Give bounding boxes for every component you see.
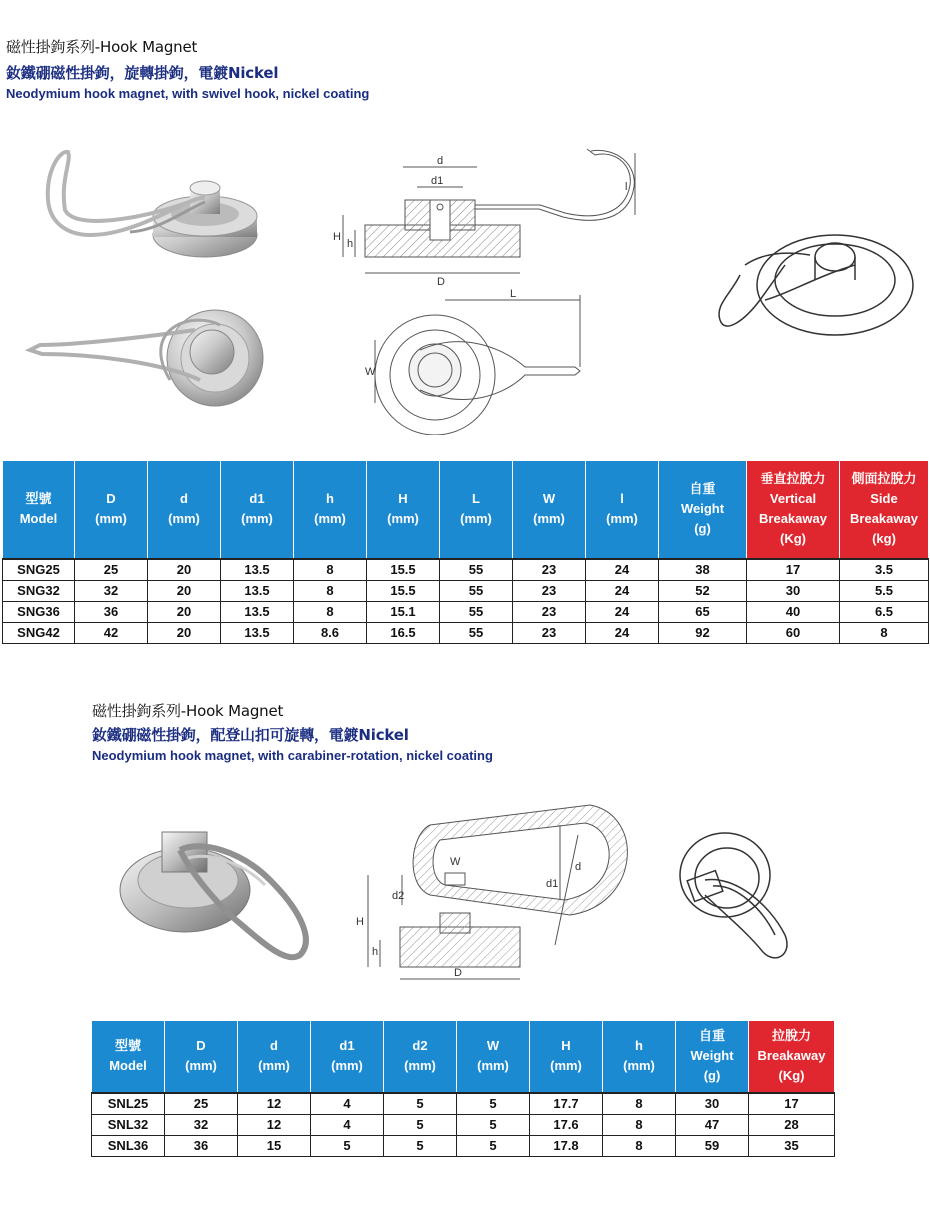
cell: 60 — [747, 622, 840, 643]
cell: 8 — [603, 1093, 676, 1115]
cell: 12 — [238, 1114, 311, 1135]
cell: SNG36 — [3, 601, 75, 622]
cell: 5 — [457, 1114, 530, 1135]
cell: 55 — [440, 622, 513, 643]
cell: 17 — [749, 1093, 835, 1115]
header2-D: D (mm) — [165, 1021, 238, 1093]
cell: SNL36 — [92, 1135, 165, 1156]
cell: 17 — [747, 559, 840, 581]
carabiner-hook-sketch — [675, 820, 805, 970]
dim-label-W: W — [365, 366, 376, 378]
header2-breakaway: 拉脫力 Breakaway (Kg) — [749, 1021, 835, 1093]
cell: 13.5 — [221, 559, 294, 581]
table-row — [3, 580, 929, 601]
header2-d: d (mm) — [238, 1021, 311, 1093]
cell: SNG25 — [3, 559, 75, 581]
dim-label-D: D — [437, 276, 445, 288]
dim-label-h: h — [347, 238, 354, 250]
swivel-hook-photo — [20, 140, 290, 420]
cell: 20 — [148, 580, 221, 601]
cell: 40 — [747, 601, 840, 622]
dim2-label-d: d — [575, 861, 582, 873]
cell: 13.5 — [221, 622, 294, 643]
cell: 15.5 — [367, 580, 440, 601]
header2-d1: d1 (mm) — [311, 1021, 384, 1093]
cell: 32 — [165, 1114, 238, 1135]
dim2-label-H: H — [356, 916, 364, 928]
cell: 8 — [840, 622, 929, 643]
dim-label-d1: d1 — [431, 175, 444, 187]
header2-W: W (mm) — [457, 1021, 530, 1093]
header-D: D (mm) — [75, 461, 148, 559]
cell: 5 — [457, 1135, 530, 1156]
cell: 36 — [165, 1135, 238, 1156]
cell: 23 — [513, 601, 586, 622]
dim-label-H: H — [333, 231, 341, 243]
cell: 15 — [238, 1135, 311, 1156]
cell: 17.6 — [530, 1114, 603, 1135]
section1-subtitle: 釹鐵硼磁性掛鉤，旋轉掛鉤，電鍍Nickel — [6, 64, 279, 82]
cell: SNL25 — [92, 1093, 165, 1115]
cell: 13.5 — [221, 601, 294, 622]
swivel-hook-drawing — [325, 145, 645, 435]
cell: 13.5 — [221, 580, 294, 601]
table-row — [92, 1135, 835, 1156]
cell: 5 — [384, 1114, 457, 1135]
table-header-row — [3, 461, 929, 559]
cell: 17.7 — [530, 1093, 603, 1115]
cell: 24 — [586, 622, 659, 643]
cell: 8.6 — [294, 622, 367, 643]
cell: 23 — [513, 622, 586, 643]
carabiner-hook-drawing — [350, 795, 650, 990]
cell: 20 — [148, 559, 221, 581]
header-vertical-breakaway: 垂直拉脫力 Vertical Breakaway (Kg) — [747, 461, 840, 559]
cell: 36 — [75, 601, 148, 622]
cell: 23 — [513, 559, 586, 581]
cell: 8 — [603, 1135, 676, 1156]
dim2-label-W: W — [450, 856, 461, 868]
cell: 28 — [749, 1114, 835, 1135]
header-h: h (mm) — [294, 461, 367, 559]
cell: 92 — [659, 622, 747, 643]
cell: 15.1 — [367, 601, 440, 622]
header-L: L (mm) — [440, 461, 513, 559]
cell: 52 — [659, 580, 747, 601]
cell: 25 — [75, 559, 148, 581]
header-l: l (mm) — [586, 461, 659, 559]
dim-label-L: L — [510, 288, 517, 300]
cell: 35 — [749, 1135, 835, 1156]
swivel-hook-sketch — [700, 225, 920, 355]
section1-english: Neodymium hook magnet, with swivel hook, nickel coating — [6, 86, 370, 101]
cell: 59 — [676, 1135, 749, 1156]
cell: 4 — [311, 1093, 384, 1115]
cell: 8 — [294, 559, 367, 581]
header-weight: 自重 Weight (g) — [659, 461, 747, 559]
cell: 24 — [586, 559, 659, 581]
header-model: 型號 Model — [3, 461, 75, 559]
header-side-breakaway: 側面拉脫力 Side Breakaway (kg) — [840, 461, 929, 559]
cell: SNL32 — [92, 1114, 165, 1135]
cell: 5 — [384, 1093, 457, 1115]
cell: 8 — [603, 1114, 676, 1135]
cell: 6.5 — [840, 601, 929, 622]
header-W: W (mm) — [513, 461, 586, 559]
table-row — [92, 1093, 835, 1115]
cell: 20 — [148, 622, 221, 643]
section2-subtitle: 釹鐵硼磁性掛鉤，配登山扣可旋轉，電鍍Nickel — [92, 726, 409, 744]
header2-h: h (mm) — [603, 1021, 676, 1093]
cell: 5 — [384, 1135, 457, 1156]
cell: 55 — [440, 580, 513, 601]
cell: SNG32 — [3, 580, 75, 601]
carabiner-hook-photo — [110, 820, 320, 970]
section2-english: Neodymium hook magnet, with carabiner-rotation, nickel coating — [92, 748, 493, 763]
cell: SNG42 — [3, 622, 75, 643]
section2-title: 磁性掛鉤系列-Hook Magnet — [92, 702, 284, 720]
dim2-label-h: h — [372, 946, 379, 958]
cell: 3.5 — [840, 559, 929, 581]
cell: 8 — [294, 601, 367, 622]
cell: 17.8 — [530, 1135, 603, 1156]
dim2-label-d2: d2 — [392, 890, 405, 902]
cell: 20 — [148, 601, 221, 622]
dim-label-d: d — [437, 155, 444, 167]
section1-title: 磁性掛鉤系列-Hook Magnet — [6, 38, 198, 56]
cell: 47 — [676, 1114, 749, 1135]
cell: 5.5 — [840, 580, 929, 601]
dim2-label-D: D — [454, 967, 462, 979]
cell: 5 — [457, 1093, 530, 1115]
table-row — [92, 1114, 835, 1135]
cell: 55 — [440, 601, 513, 622]
cell: 38 — [659, 559, 747, 581]
cell: 65 — [659, 601, 747, 622]
cell: 32 — [75, 580, 148, 601]
dim-label-l: l — [625, 181, 628, 193]
header2-weight: 自重 Weight (g) — [676, 1021, 749, 1093]
header2-d2: d2 (mm) — [384, 1021, 457, 1093]
table-row — [3, 601, 929, 622]
cell: 8 — [294, 580, 367, 601]
header-H: H (mm) — [367, 461, 440, 559]
cell: 30 — [676, 1093, 749, 1115]
spec-table-swivel — [2, 460, 929, 644]
cell: 25 — [165, 1093, 238, 1115]
cell: 30 — [747, 580, 840, 601]
dim2-label-d1: d1 — [546, 878, 559, 890]
spec-table-carabiner — [91, 1020, 835, 1157]
table-row — [3, 559, 929, 581]
cell: 5 — [311, 1135, 384, 1156]
header2-model: 型號 Model — [92, 1021, 165, 1093]
header-d: d (mm) — [148, 461, 221, 559]
cell: 16.5 — [367, 622, 440, 643]
cell: 24 — [586, 601, 659, 622]
cell: 15.5 — [367, 559, 440, 581]
cell: 24 — [586, 580, 659, 601]
cell: 4 — [311, 1114, 384, 1135]
table2-header-row — [92, 1021, 835, 1093]
header2-H: H (mm) — [530, 1021, 603, 1093]
cell: 23 — [513, 580, 586, 601]
table-row — [3, 622, 929, 643]
cell: 42 — [75, 622, 148, 643]
header-d1: d1 (mm) — [221, 461, 294, 559]
cell: 55 — [440, 559, 513, 581]
cell: 12 — [238, 1093, 311, 1115]
